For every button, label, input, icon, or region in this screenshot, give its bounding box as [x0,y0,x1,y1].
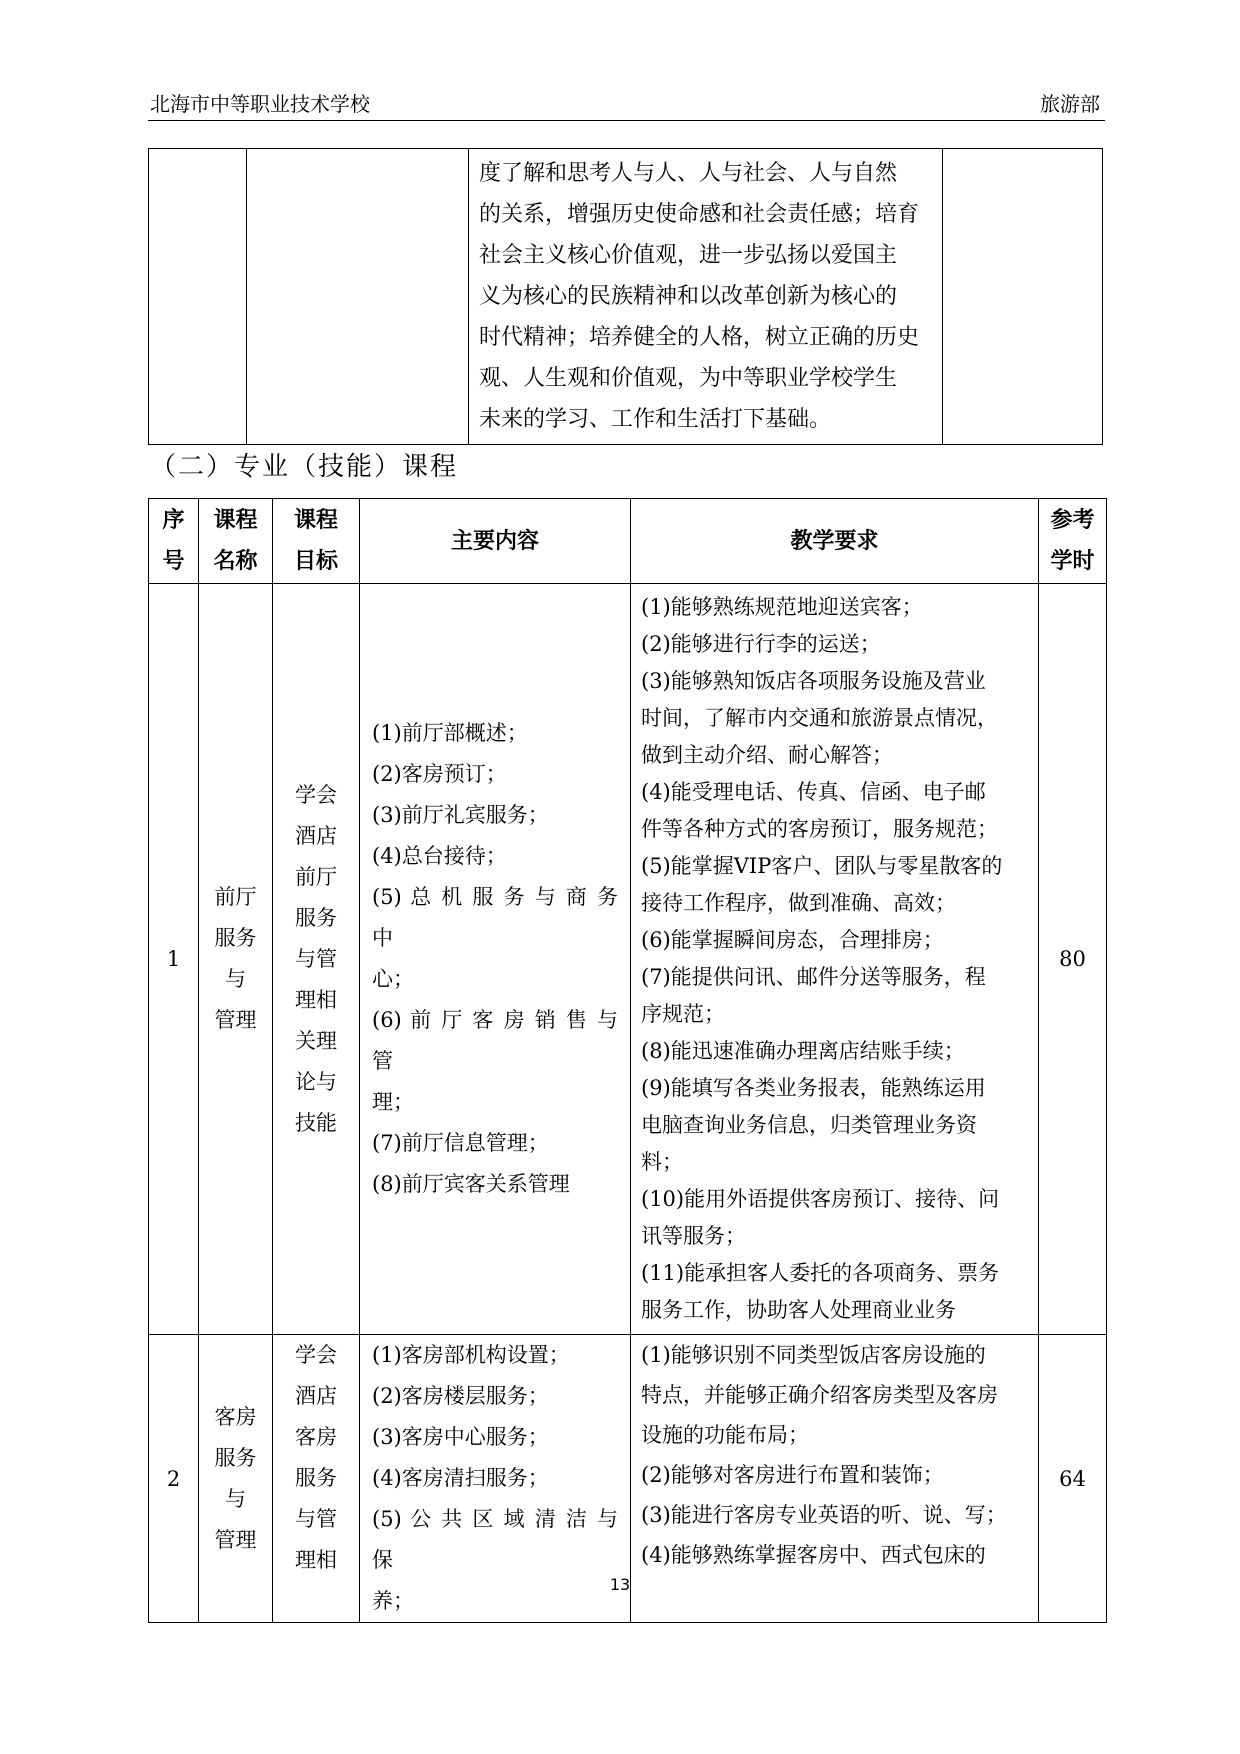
header-department: 旅游部 [1040,92,1100,116]
continued-text-cell [469,149,943,445]
course-table [148,498,1107,1623]
table-row [149,584,1107,1335]
row-requirements: (1)能够识别不同类型饭店客房设施的 特点，并能够正确介绍客房类型及客房 设施的功能布局； (2)能够对客房进行布置和装饰； (3)能进行客房专业英语的听、说、写； (4)能够熟练掌握客房中、西式包床的 [631,1335,1039,1623]
text-line: 未来的学习、工作和生活打下基础。 [479,407,832,432]
header-requirements: 教学要求 [631,499,1039,584]
empty-cell [149,149,247,445]
header-goal: 课程 目标 [273,499,360,584]
text-line: 观、人生观和价值观，为中等职业学校学生 [479,366,898,391]
empty-cell [943,149,1103,445]
page-number: 13 [609,1575,631,1594]
empty-cell [247,149,469,445]
text-line: 度了解和思考人与人、人与社会、人与自然 [479,161,898,186]
row-hours: 64 [1039,1335,1107,1623]
row-content: (1)客房部机构设置； (2)客房楼层服务； (3)客房中心服务； (4)客房清扫服务； (5) 公 共 区 域 清 洁 与 保 养； [360,1335,631,1623]
text-line: 义为核心的民族精神和以改革创新为核心的 [479,284,898,309]
header-seq: 序 号 [149,499,199,584]
row-goal: 学会 酒店 客房 服务 与管 理相 [273,1335,360,1623]
section-title: （二）专业（技能）课程 [150,452,459,482]
continued-table [148,148,1103,445]
header-name: 课程 名称 [199,499,273,584]
row-seq: 1 [149,584,199,1335]
header-content: 主要内容 [360,499,631,584]
text-line: 时代精神；培养健全的人格，树立正确的历史 [479,325,920,350]
row-name: 客房 服务 与 管理 [199,1335,273,1623]
table-header-row [149,499,1107,584]
text-line: 社会主义核心价值观，进一步弘扬以爱国主 [479,243,898,268]
row-goal: 学会 酒店 前厅 服务 与管 理相 关理 论与 技能 [273,584,360,1335]
row-name: 前厅 服务 与 管理 [199,584,273,1335]
text-line: 的关系，增强历史使命感和社会责任感；培育 [479,202,920,227]
row-requirements: (1)能够熟练规范地迎送宾客； (2)能够进行行李的运送； (3)能够熟知饭店各项服务设施及营业 时间，了解市内交通和旅游景点情况， 做到主动介绍、耐心解答； (4)能受理电话、传真、信函、电子邮 件等各种方式的客房预订，服务规范； (5)能掌握VIP客户、团队与零星散客的 接待工作程序，做到准确、高效； (6)能掌握瞬间房态，合理排房； (7)能提供问讯、邮件分送等服务，程 序规范； (8)能迅速准确办理离店结账手续； (9)能填写各类业务报表，能熟练运用 电脑查询业务信息，归类管理业务资 料； (10)能用外语提供客房预订、接待、问 讯等服务； (11)能承担客人委托的各项商务、票务 服务工作，协助客人处理商业业务 [631,584,1039,1335]
row-seq: 2 [149,1335,199,1623]
header-school: 北海市中等职业技术学校 [150,92,370,116]
header-hours: 参考 学时 [1039,499,1107,584]
row-content: (1)前厅部概述； (2)客房预订； (3)前厅礼宾服务； (4)总台接待； (5) 总 机 服 务 与 商 务 中 心； (6) 前 厅 客 房 销 售 与 管 理； (7)前厅信息管理； (8)前厅宾客关系管理 [360,584,631,1335]
header-rule [148,120,1105,121]
row-hours: 80 [1039,584,1107,1335]
